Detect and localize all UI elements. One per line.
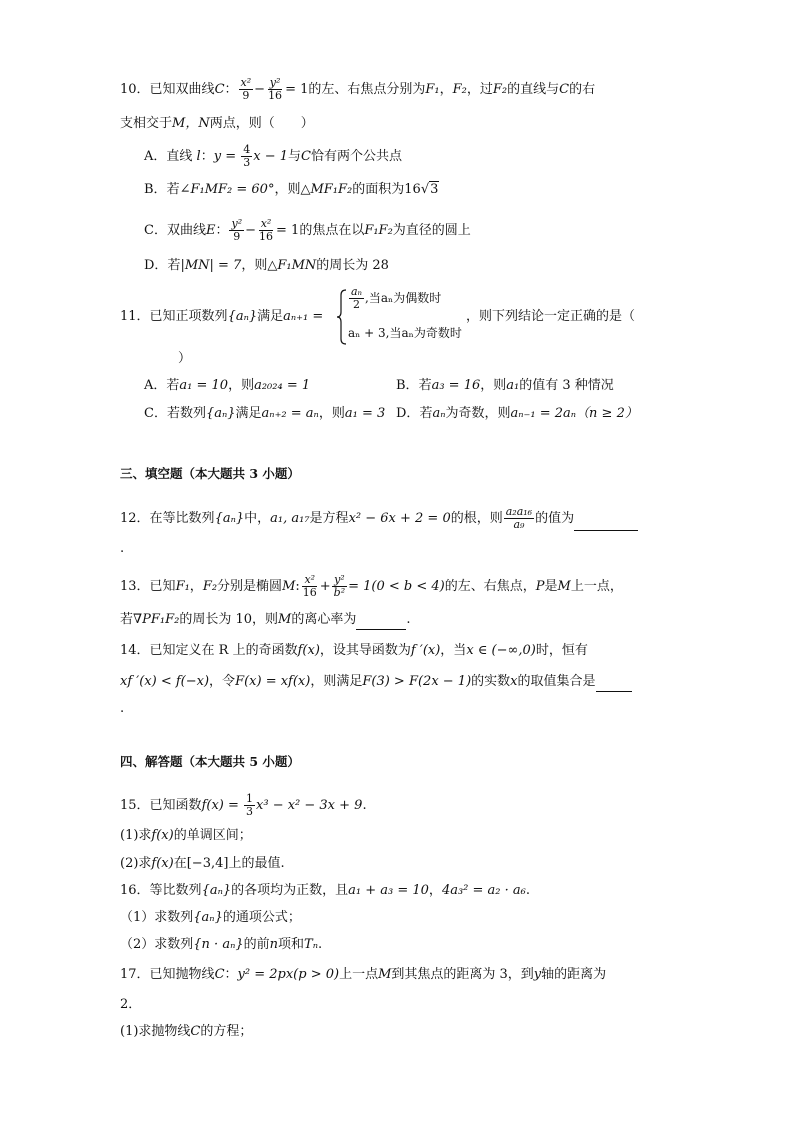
piecewise-case-even: $\frac{\text{aₙ}}{2}$ ,当aₙ为偶数时 <box>351 285 442 311</box>
q16-sub1: （1）求数列{aₙ}的通项公式； <box>120 910 301 925</box>
q11-option-d: D．若aₙ为奇数，则aₙ₋₁ = 2aₙ（n ≥ 2） <box>396 406 638 421</box>
q17-line2: 2． <box>120 997 142 1012</box>
q11-option-b: B．若a₃ = 16，则a₁的值有 3 种情况 <box>396 378 614 393</box>
q11-option-a: A．若a₁ = 10，则a₂₀₂₄ = 1 <box>144 378 311 393</box>
q12-line1: 12．在等比数列{aₙ}中，a₁, a₁₇是方程x² − 6x + 2 = 0的根，则 $\frac{\text{a₂a₁₆}}{\text{a₉}}$ 的值为 <box>120 506 638 531</box>
q10-line2: 支相交于M，N两点，则（ ） <box>120 116 314 131</box>
section-3-heading: 三、填空题（本大题共 3 小题） <box>120 466 300 481</box>
q17-sub1: (1)求抛物线C的方程； <box>120 1024 253 1039</box>
q10-option-b: B．若∠F₁MF₂ = 60°，则△MF₁F₂的面积为16√3 <box>144 182 439 197</box>
q17-line1: 17．已知抛物线C：y² = 2px(p > 0)上一点M到其焦点的距离为 3，到y轴的距离为 <box>120 967 607 982</box>
q11-line1: 11．已知正项数列{aₙ}满足aₙ₊₁ = <box>120 309 324 324</box>
q11-close-paren: ） <box>178 351 192 366</box>
piecewise-brace <box>337 289 347 345</box>
q11-line1-end: ，则下列结论一定正确的是（ <box>466 309 636 324</box>
q10-frac-x2-9: $\frac{\text{x²}}{9}$ <box>240 76 252 102</box>
q13-line2: 若∇PF₁F₂的周长为 10，则M的离心率为 . <box>120 610 410 630</box>
q10-frac-y2-16: $\frac{\text{y²}}{16}$ <box>268 76 283 102</box>
q15-sub1: (1)求f(x)的单调区间； <box>120 828 252 843</box>
answer-blank[interactable] <box>596 677 632 692</box>
q10-number: 10． <box>120 82 150 97</box>
piecewise-case-odd: aₙ + 3,当aₙ为奇数时 <box>348 326 462 340</box>
q15-sub2: (2)求f(x)在[−3,4]上的最值. <box>120 856 285 871</box>
section-4-heading: 四、解答题（本大题共 5 小题） <box>120 754 300 769</box>
q11-option-c: C．若数列{aₙ}满足aₙ₊₂ = aₙ，则a₁ = 3 <box>144 406 386 421</box>
q14-line1: 14．已知定义在 R 上的奇函数f(x)，设其导函数为f ′(x)，当x ∈ (−∞,0)时，恒有 <box>120 643 588 658</box>
q10-option-c: C．双曲线E： $\frac{\text{y²}}{9}$ − $\frac{\text{x²}}{16}$ = 1的焦点在以F₁F₂为直径的圆上 <box>144 217 471 243</box>
answer-blank[interactable] <box>356 615 406 630</box>
q12-line2: . <box>120 541 125 556</box>
q15-line1: 15．已知函数f(x) = $\frac{1}{3}$ x³ − x² − 3x + 9. <box>120 792 367 818</box>
q16-line1: 16．等比数列{aₙ}的各项均为正数，且a₁ + a₃ = 10，4a₃² = a₂ · a₆. <box>120 883 531 898</box>
q14-line3: . <box>120 701 125 716</box>
answer-blank[interactable] <box>574 516 638 531</box>
q10-line1: 10．已知双曲线C： $\frac{\text{x²}}{9}$ − $\frac{\text{y²}}{16}$ = 1的左、右焦点分别为F₁，F₂，过F₂的直线与C的右 <box>120 76 596 102</box>
q14-line2: xf ′(x) < f(−x)，令F(x) = xf(x)，则满足F(3) > F(2x − 1)的实数x的取值集合是 <box>120 672 632 692</box>
q16-sub2: （2）求数列{n · aₙ}的前n项和Tₙ. <box>120 937 323 952</box>
q10-option-a: A．直线 l：y = $\frac{4}{3}$ x − 1与C恰有两个公共点 <box>144 143 402 169</box>
q13-line1: 13．已知F₁，F₂分别是椭圆M: $\frac{\text{x²}}{16}$ + $\frac{\text{y²}}{\text{b²}}$ = 1(0 < b < 4)的左、右焦点，P是M上一点， <box>120 573 623 599</box>
q10-option-d: D．若|MN| = 7，则△F₁MN的周长为 28 <box>144 258 389 273</box>
